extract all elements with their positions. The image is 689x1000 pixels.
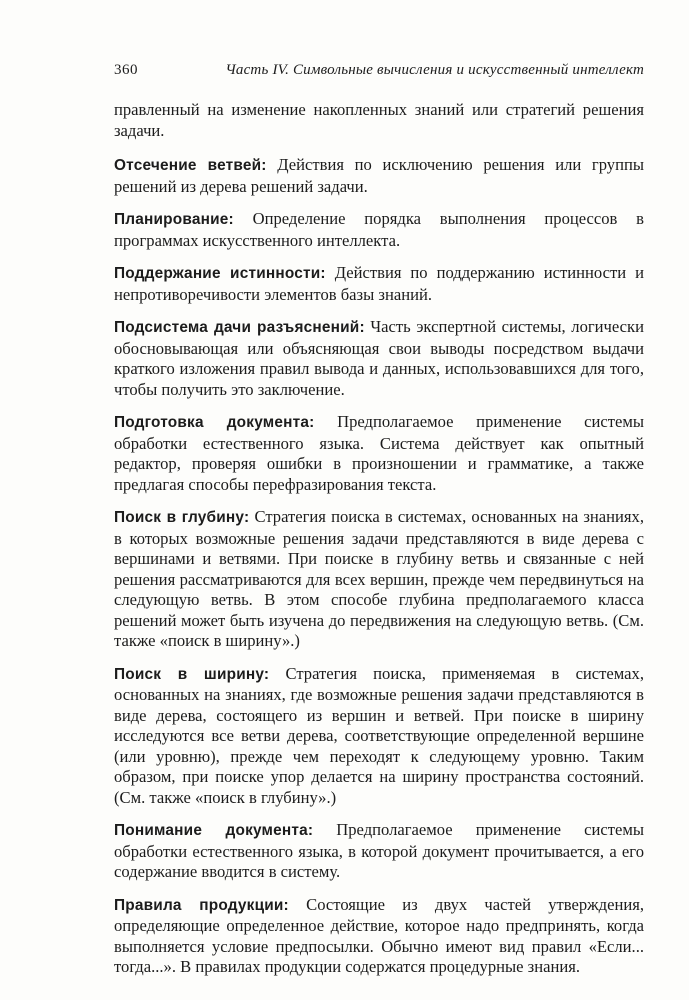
- glossary-entry: [114, 263, 644, 305]
- entry-definition: Предполагаемое применение системы обработки естественного языка. Система действует как опытный редактор, проверяя ошибки в произношении и грамматике, а также предлагая способы перефразирования текста.: [114, 412, 645, 494]
- glossary-entry: [114, 507, 644, 652]
- entry-definition: Предполагаемое применение системы обработки естественного языка, в которой документ прочитывается, а его содержание вводится в систему.: [114, 820, 644, 881]
- entry-term: Поиск в ширину:: [114, 665, 270, 683]
- entry-term: Понимание документа:: [114, 822, 314, 839]
- entry-term: Подсистема дачи разъяснений:: [114, 319, 365, 336]
- entry-definition: Действия по исключению решения или группы решений из дерева решений задачи.: [114, 155, 644, 196]
- entry-definition: Стратегия поиска, применяемая в системах, основанных на знаниях, где возможные решения задачи представляются в виде дерева, состоящего из вершин и ветвей. При поиске в ширину исследуются все ветви дерева, соответствующие определенной вершине (или уровню), прежде чем переходят к следующему уровню. Таким образом, при поиске упор делается на ширину пространства состояний. (См. также «поиск в глубину».): [114, 663, 644, 807]
- entry-term: Поиск в глубину:: [114, 509, 250, 526]
- entry-term: Правила продукции:: [114, 896, 289, 914]
- entry-definition: Стратегия поиска в системах, основанных на знаниях, в которых возможные решения задачи представляются в виде дерева с вершинами и ветвями. При поиске в глубину ветвь и связанные с ней решения рассматриваются для всех вершин, прежде чем передвинуться на следующую ветвь. В этом способе глубина предполагаемого класса решений может быть изучена до передвижения на следующую ветвь. (См. также «поиск в ширину».): [114, 507, 645, 650]
- entry-definition: Часть экспертной системы, логически обосновывающая или объясняющая свои выводы посредством выдачи краткого изложения правил вывода и данных, использовавшихся для того, чтобы получить это заключение.: [114, 317, 644, 399]
- page-header: [114, 62, 644, 86]
- entry-term: Отсечение ветвей:: [114, 157, 267, 174]
- glossary-content: [114, 100, 644, 990]
- continuation-text: правленный на изменение накопленных знаний или стратегий решения задачи.: [114, 100, 644, 140]
- entry-definition: Действия по поддержанию истинности и непротиворечивости элементов базы знаний.: [114, 263, 644, 304]
- entry-definition: Определение порядка выполнения процессов в программах искусственного интеллекта.: [114, 209, 644, 250]
- glossary-entry: [114, 155, 644, 197]
- entry-definition: Состоящие из двух частей утверждения, определяющие определенное действие, которое надо предпринять, когда выполняется условие предпосылки. Обычно имеют вид правил «Если... тогда...». В правилах продукции содержатся процедурные знания.: [114, 894, 644, 976]
- glossary-entry: [114, 895, 644, 978]
- entry-term: Подготовка документа:: [114, 414, 315, 431]
- glossary-entry: [114, 317, 644, 400]
- entry-term: Поддержание истинности:: [114, 265, 326, 282]
- glossary-entry: [114, 664, 644, 809]
- running-title: Часть IV. Символьные вычисления и искусственный интеллект: [225, 62, 644, 78]
- entry-term: Планирование:: [114, 211, 234, 228]
- glossary-entry: [114, 209, 644, 251]
- page-number: 360: [114, 62, 138, 78]
- glossary-entry: [114, 412, 644, 495]
- glossary-entry: [114, 820, 644, 883]
